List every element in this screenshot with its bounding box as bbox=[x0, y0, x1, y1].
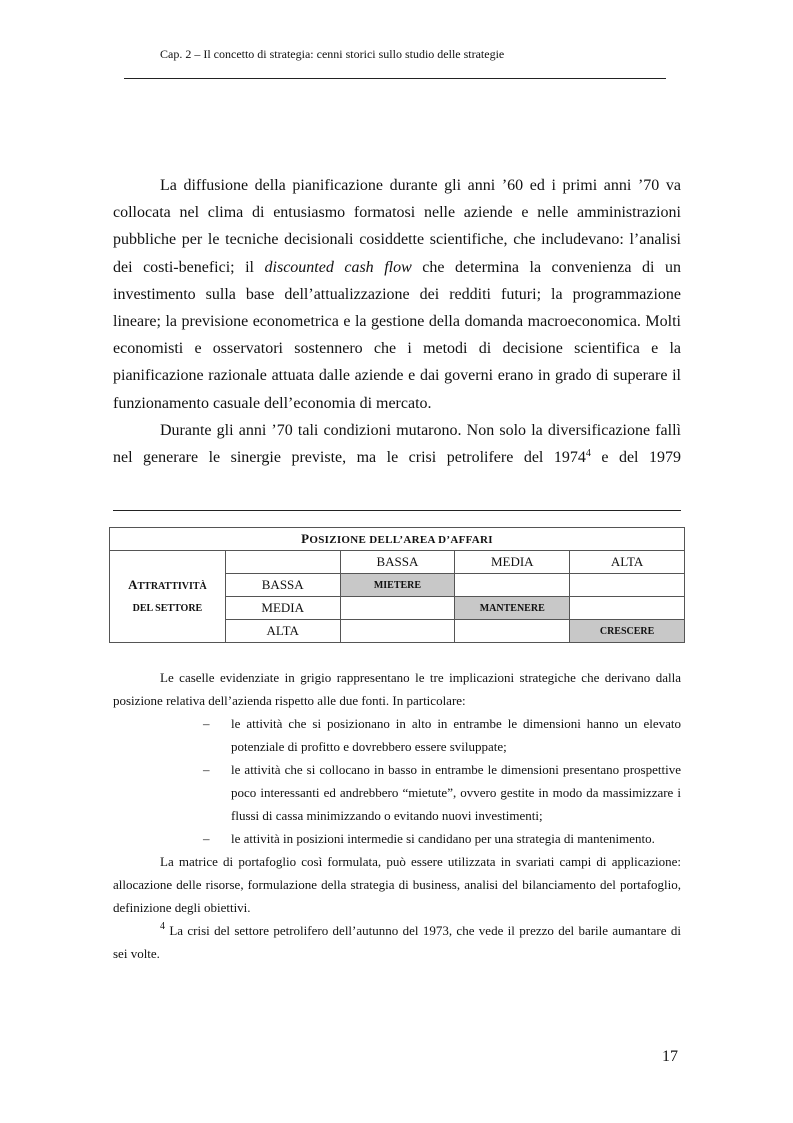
dash-bullet: – bbox=[203, 831, 210, 846]
empty-cell bbox=[455, 620, 570, 643]
highlight-cell-crescere: CRESCERE bbox=[570, 620, 685, 643]
dash-bullet: – bbox=[203, 716, 210, 731]
highlight-cell-mantenere: MANTENERE bbox=[455, 597, 570, 620]
notes-list bbox=[113, 712, 681, 850]
row-header: ALTA bbox=[225, 620, 340, 643]
column-header: ALTA bbox=[570, 551, 685, 574]
footnote-4: $^4$ La crisi del settore petrolifero dell’autunno del 1973, che vede il prezzo del barile aumantare di sei volte. bbox=[113, 921, 681, 961]
paragraph-2: Durante gli anni ’70 tali condizioni mutarono. Non solo la diversificazione fallì nel generare le sinergie previste, ma le crisi petrolifere del 1974$^4$ e del 1979 bbox=[113, 421, 681, 467]
table-caption: POSIZIONE DELL’AREA D’AFFARI bbox=[110, 528, 685, 551]
empty-cell bbox=[340, 597, 455, 620]
footnote-number: 4 bbox=[160, 921, 165, 932]
highlight-cell-mietere: MIETERE bbox=[340, 574, 455, 597]
notes-intro: Le caselle evidenziate in grigio rappresentano le tre implicazioni strategiche che derivano dalla posizione relativa dell’azienda rispetto alle due fonti. In particolare: bbox=[113, 670, 681, 708]
list-item: – le attività che si posizionano in alto in entrambe le dimensioni hanno un elevato potenziale di profitto e dovrebbero essere sviluppate; bbox=[203, 712, 681, 758]
list-item: – le attività in posizioni intermedie si candidano per una strategia di mantenimento. bbox=[203, 827, 681, 850]
empty-cell bbox=[455, 574, 570, 597]
corner-cell bbox=[225, 551, 340, 574]
row-axis-label: ATTRATTIVITÀ DEL SETTORE bbox=[110, 551, 226, 643]
paragraph-1: La diffusione della pianificazione durante gli anni ’60 ed i primi anni ’70 va collocata nel clima di entusiasmo formatosi nelle aziende e nelle amministrazioni pubbliche per le tecniche decisionali cosiddette scientifiche, che includevano: l’analisi dei costi-benefici; il discounted cash flow che determina la convenienza di un investimento sulla base dell’attualizzazione dei redditi futuri; la programmazione lineare; la previsione econometrica e la gestione della domanda macroeconomica. Molti economisti e osservatori sostennero che i metodi di decisione scientifica e la pianificazione razionale attuata dalle aziende e dai governi erano in grado di superare il funzionamento casuale dell’economia di mercato. bbox=[113, 177, 681, 412]
empty-cell bbox=[570, 574, 685, 597]
footnote-text bbox=[113, 666, 681, 965]
row-header: MEDIA bbox=[225, 597, 340, 620]
column-header: MEDIA bbox=[455, 551, 570, 574]
dash-bullet: – bbox=[203, 762, 210, 777]
italic-term: discounted cash flow bbox=[264, 258, 412, 276]
footnote-reference: 4 bbox=[585, 448, 591, 460]
header-rule bbox=[124, 78, 666, 79]
list-item: – le attività che si collocano in basso in entrambe le dimensioni presentano prospettive poco interessanti ed andrebbero “mietute”, ovvero gestite in modo da massimizzare i flussi di cassa minimizzando o evitando nuovi investimenti; bbox=[203, 758, 681, 827]
running-header: Cap. 2 – Il concetto di strategia: cenni storici sullo studio delle strategie bbox=[160, 47, 505, 61]
footnote-separator bbox=[113, 510, 681, 511]
row-header: BASSA bbox=[225, 574, 340, 597]
column-header: BASSA bbox=[340, 551, 455, 574]
portfolio-matrix bbox=[109, 527, 685, 643]
notes-closing: La matrice di portafoglio così formulata, può essere utilizzata in svariati campi di applicazione: allocazione delle risorse, formulazione della strategia di business, analisi del bilanciamento del portafoglio, definizione degli obiettivi. bbox=[113, 854, 681, 915]
page-number: 17 bbox=[662, 1048, 678, 1065]
empty-cell bbox=[340, 620, 455, 643]
main-text bbox=[113, 172, 681, 471]
empty-cell bbox=[570, 597, 685, 620]
